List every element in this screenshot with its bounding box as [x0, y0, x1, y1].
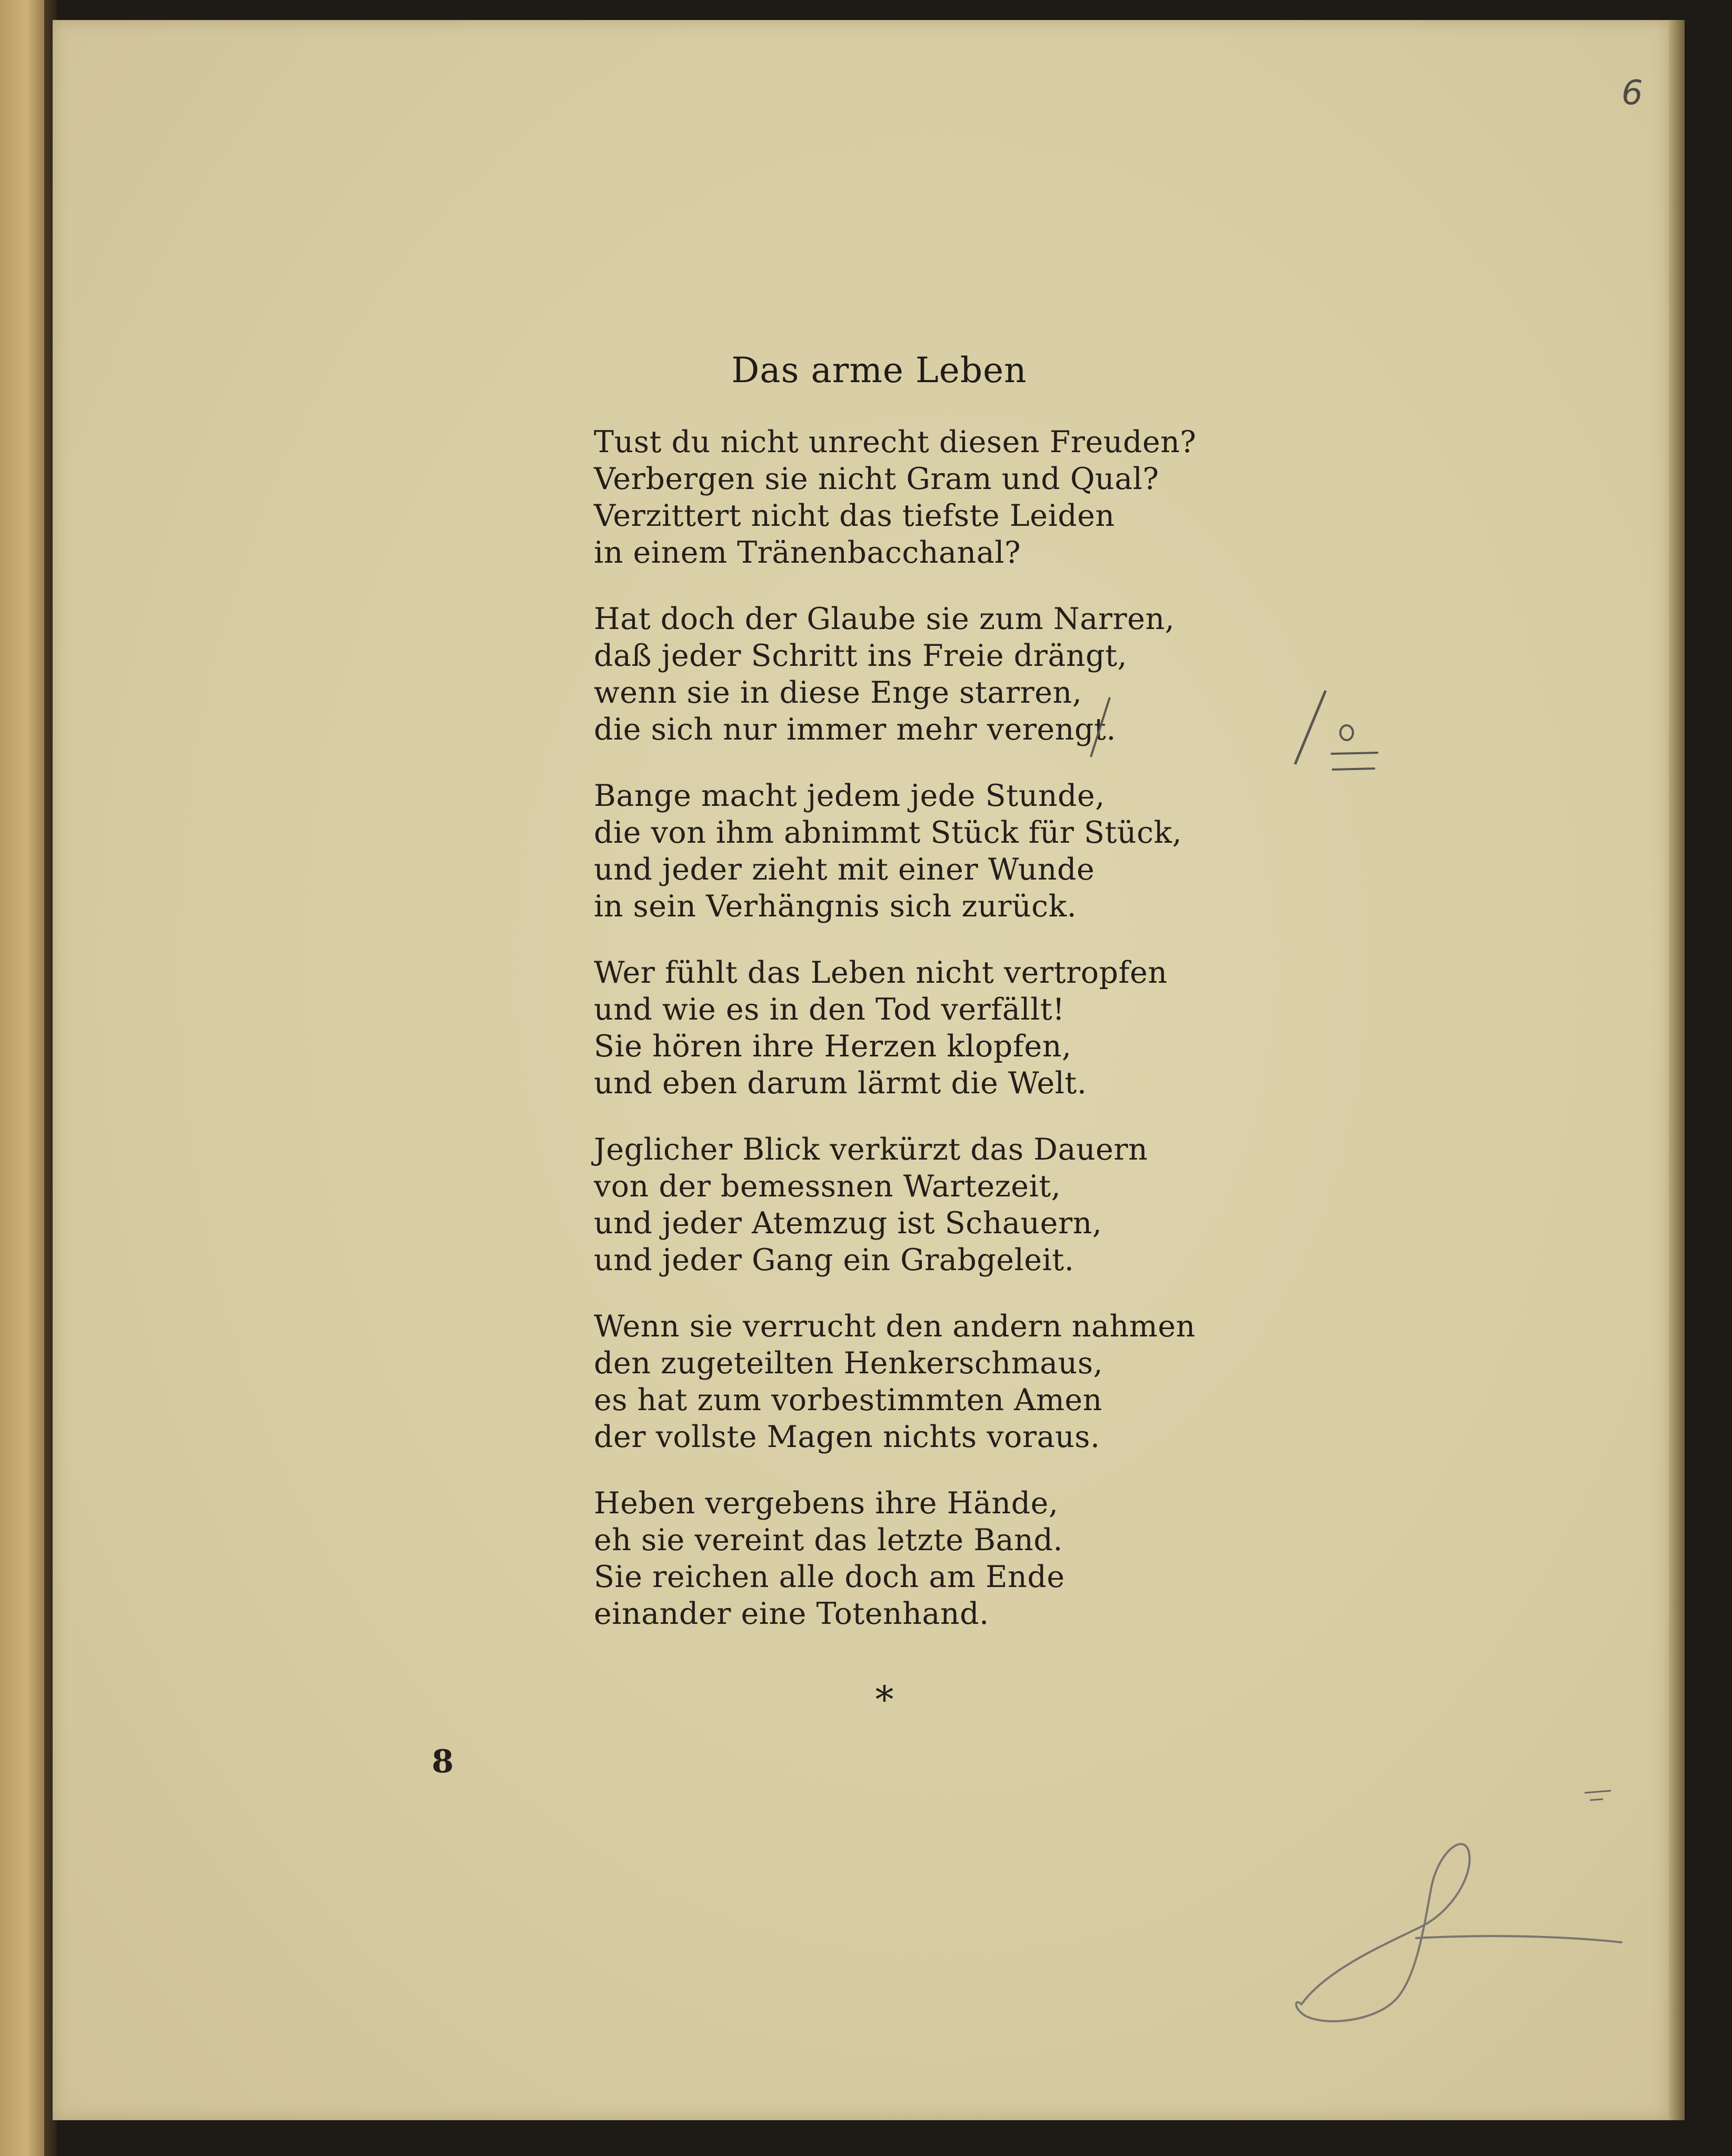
stanza	[594, 954, 1257, 1102]
poem-line: Wer fühlt das Leben nicht vertropfen	[594, 955, 1168, 990]
asterisk-ornament: *	[875, 1678, 894, 1721]
poem-line: Sie hören ihre Herzen klopfen,	[594, 1029, 1072, 1064]
stanza	[594, 1131, 1257, 1279]
poem-line: und jeder zieht mit einer Wunde	[594, 852, 1095, 887]
poem-body	[594, 424, 1257, 1662]
stanza	[594, 1485, 1257, 1632]
page-edge	[1669, 20, 1685, 2120]
poem-line: der vollste Magen nichts voraus.	[594, 1420, 1100, 1454]
printed-page-number: 8	[432, 1743, 454, 1780]
poem-line: es hat zum vorbestimmten Amen	[594, 1383, 1102, 1418]
handwritten-page-number: 6	[1621, 74, 1643, 113]
poem-line: Verzittert nicht das tiefste Leiden	[594, 498, 1115, 533]
poem-line: in sein Verhängnis sich zurück.	[594, 889, 1077, 924]
poem-line: Bange macht jedem jede Stunde,	[594, 778, 1105, 813]
poem-line: Hat doch der Glaube sie zum Narren,	[594, 602, 1175, 636]
poem-line: von der bemessnen Wartezeit,	[594, 1169, 1061, 1204]
poem-line: in einem Tränenbacchanal?	[594, 535, 1021, 570]
poem-line: Sie reichen alle doch am Ende	[594, 1560, 1065, 1594]
left-page-edge	[0, 0, 48, 2156]
poem-line: Jeglicher Blick verkürzt das Dauern	[594, 1132, 1148, 1167]
poem-line: und jeder Gang ein Grabgeleit.	[594, 1243, 1074, 1277]
poem-line: daß jeder Schritt ins Freie drängt,	[594, 638, 1128, 673]
poem-line: Wenn sie verrucht den andern nahmen	[594, 1309, 1196, 1344]
stanza	[594, 601, 1257, 748]
poem-line: Verbergen sie nicht Gram und Qual?	[594, 462, 1159, 496]
stanza	[594, 777, 1257, 925]
poem-line: und eben darum lärmt die Welt.	[594, 1066, 1087, 1101]
poem-title: Das arme Leben	[731, 350, 1027, 391]
poem-line: die von ihm abnimmt Stück für Stück,	[594, 815, 1182, 850]
poem-line: Tust du nicht unrecht diesen Freuden?	[594, 425, 1197, 460]
poem-line: wenn sie in diese Enge starren,	[594, 675, 1082, 710]
poem-line: einander eine Totenhand.	[594, 1596, 989, 1631]
poem-line: eh sie vereint das letzte Band.	[594, 1523, 1063, 1558]
poem-line: die sich nur immer mehr verengt.	[594, 712, 1117, 747]
stanza	[594, 1308, 1257, 1455]
poem-line: Heben vergebens ihre Hände,	[594, 1486, 1059, 1521]
poem-line: und wie es in den Tod verfällt!	[594, 992, 1065, 1027]
poem-line: den zugeteilten Henkerschmaus,	[594, 1346, 1103, 1381]
stanza	[594, 424, 1257, 571]
poem-line: und jeder Atemzug ist Schauern,	[594, 1206, 1102, 1241]
